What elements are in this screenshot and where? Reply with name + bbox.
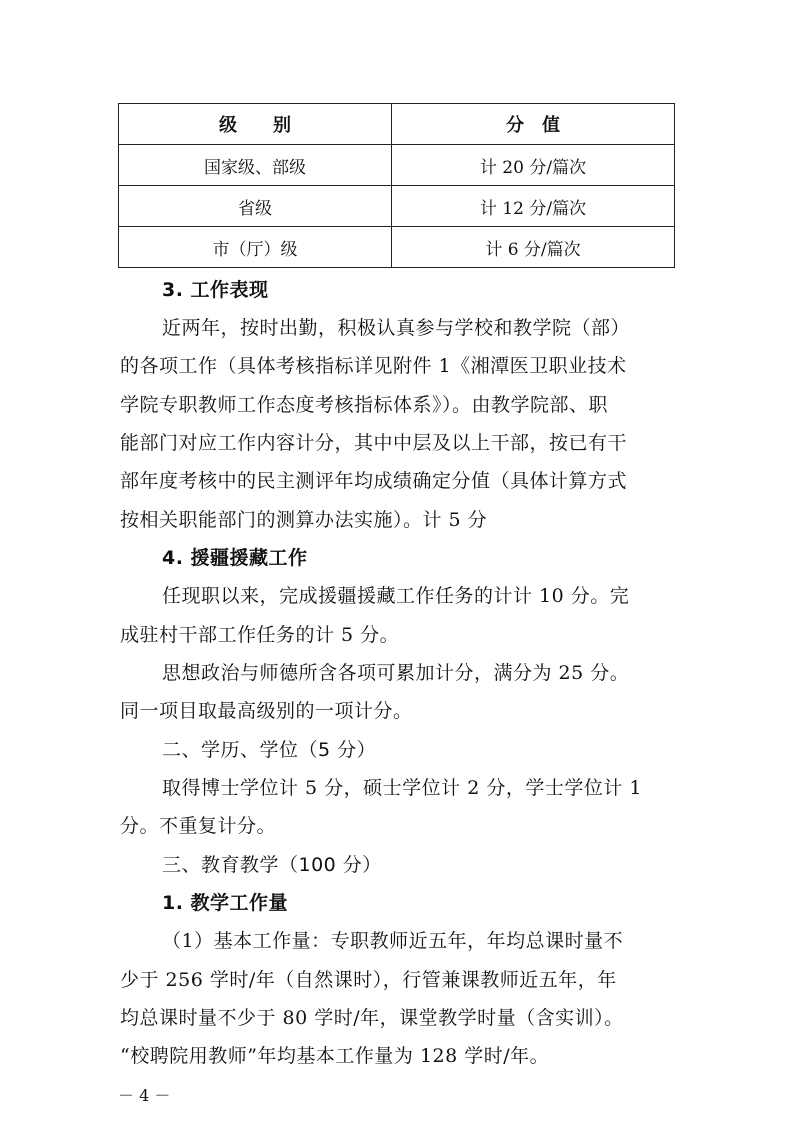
paragraph-line: 的各项工作（具体考核指标详见附件 1《湘潭医卫职业技术 xyxy=(120,355,627,377)
table-cell-score: 计 6 分/篇次 xyxy=(392,227,675,268)
table-cell-level: 市（厅）级 xyxy=(119,227,392,268)
paragraph-line: 分。不重复计分。 xyxy=(120,815,277,837)
table-row xyxy=(119,186,675,227)
section-heading-aid-work: 4. 援疆援藏工作 xyxy=(162,547,308,569)
paragraph-line: 取得博士学位计 5 分，硕士学位计 2 分，学士学位计 1 xyxy=(162,777,642,799)
paragraph-line: 任现职以来，完成援疆援藏工作任务的计计 10 分。完 xyxy=(162,585,630,607)
table-cell-level: 国家级、部级 xyxy=(119,145,392,186)
paragraph-line: 思想政治与师德所含各项可累加计分，满分为 25 分。 xyxy=(162,662,630,684)
paragraph-line: 能部门对应工作内容计分，其中中层及以上干部，按已有干 xyxy=(120,432,628,454)
table-cell-level: 省级 xyxy=(119,186,392,227)
paragraph-line: 学院专职教师工作态度考核指标体系》）。由教学院部、职 xyxy=(120,394,609,416)
header-level: 级 别 xyxy=(119,104,392,145)
table-cell-score: 计 12 分/篇次 xyxy=(392,186,675,227)
paragraph-line: （1）基本工作量：专职教师近五年，年均总课时量不 xyxy=(162,930,624,952)
section-heading-degree: 二、学历、学位（5 分） xyxy=(162,739,377,761)
table-cell-score: 计 20 分/篇次 xyxy=(392,145,675,186)
section-heading-work-performance: 3. 工作表现 xyxy=(162,279,269,301)
section-heading-teaching: 三、教育教学（100 分） xyxy=(162,854,382,876)
paragraph-line: 按相关职能部门的测算办法实施）。计 5 分 xyxy=(120,509,488,531)
table-row xyxy=(119,145,675,186)
table-header-row xyxy=(119,104,675,145)
table-row xyxy=(119,227,675,268)
paragraph-line: 少于 256 学时/年（自然课时），行管兼课教师近五年，年 xyxy=(120,969,617,991)
paragraph-line: 同一项目取最高级别的一项计分。 xyxy=(120,700,413,722)
subsection-heading-workload: 1. 教学工作量 xyxy=(162,892,289,914)
paragraph-line: “校聘院用教师”年均基本工作量为 128 学时/年。 xyxy=(120,1045,550,1067)
score-table xyxy=(118,103,675,268)
page-number: － 4 － xyxy=(118,1086,171,1105)
paragraph-line: 均总课时量不少于 80 学时/年，课堂教学时量（含实训）。 xyxy=(120,1007,624,1029)
paragraph-line: 部年度考核中的民主测评年均成绩确定分值（具体计算方式 xyxy=(120,470,628,492)
header-score: 分 值 xyxy=(392,104,675,145)
paragraph-line: 成驻村干部工作任务的计 5 分。 xyxy=(120,624,400,646)
paragraph-line: 近两年，按时出勤，积极认真参与学校和教学院（部） xyxy=(162,317,631,339)
